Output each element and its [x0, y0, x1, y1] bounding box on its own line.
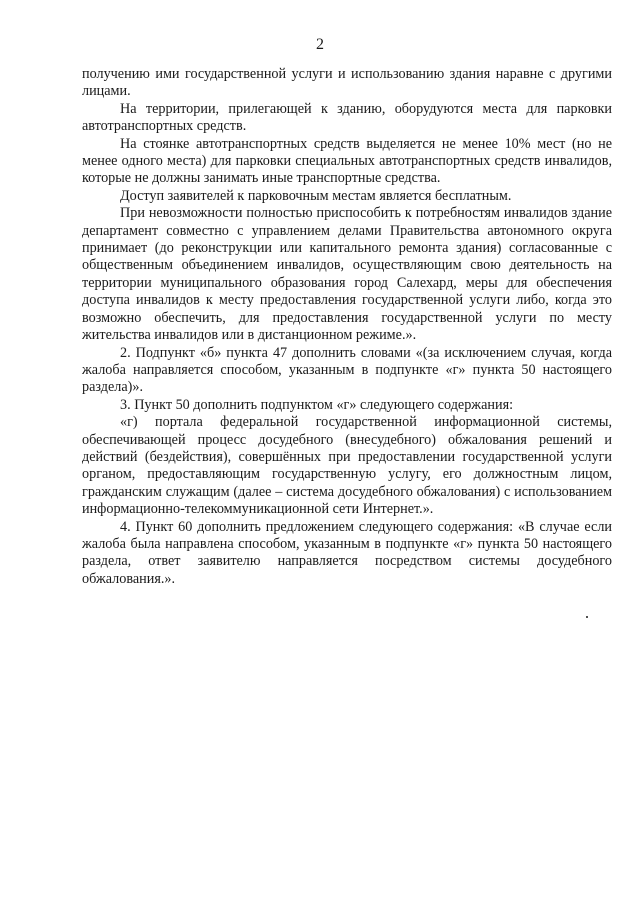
- paragraph-item-2: 2. Подпункт «б» пункта 47 дополнить словами «(за исключением случая, когда жалоба направляется способом, указанным в подпункте «г» пункта 50 настоящего раздела)».: [82, 344, 612, 396]
- paragraph-item-4: 4. Пункт 60 дополнить предложением следующего содержания: «В случае если жалоба была направлена способом, указанным в подпункте «г» пункта 50 настоящего раздела, ответ заявителю направляется посредством системы досудебного обжалования.».: [82, 518, 612, 587]
- paragraph-parking-quota: На стоянке автотранспортных средств выделяется не менее 10% мест (но не менее одного места) для парковки специальных автотранспортных средств инвалидов, которые не должны занимать иные транспортные средства.: [82, 135, 612, 187]
- paragraph-parking-area: На территории, прилегающей к зданию, оборудуются места для парковки автотранспортных средств.: [82, 100, 612, 135]
- paragraph-accessibility-measures: При невозможности полностью приспособить к потребностям инвалидов здание департамент совместно с управлением делами Правительства автономного округа принимает (до реконструкции или капитального ремонта здания) согласованные с общественным объединением инвалидов, осуществляющим свою деятельность на территории муниципального образования город Салехард, меры для обеспечения доступа инвалидов к месту предоставления государственной услуги либо, когда это возможно обеспечить, для предоставления государственной услуги по месту жительства инвалидов или в дистанционном режиме.».: [82, 205, 612, 344]
- scan-dot-mark: [586, 616, 588, 618]
- paragraph-subitem-g: «г) портала федеральной государственной информационной системы, обеспечивающей процесс досудебного (внесудебного) обжалования решений и действий (бездействия), совершённых при предоставлении государственной услуги органом, предоставляющим государственную услугу, его должностным лицом, гражданским служащим (далее – система досудебного обжалования) с использованием информационно-телекоммуникационной сети Интернет.».: [82, 414, 612, 518]
- document-body: [82, 66, 612, 588]
- paragraph-continuation: получению ими государственной услуги и использованию здания наравне с другими лицами.: [82, 66, 612, 100]
- paragraph-free-access: Доступ заявителей к парковочным местам является бесплатным.: [120, 187, 512, 204]
- page-number: 2: [316, 36, 324, 53]
- paragraph-item-3: 3. Пункт 50 дополнить подпунктом «г» следующего содержания:: [120, 396, 514, 413]
